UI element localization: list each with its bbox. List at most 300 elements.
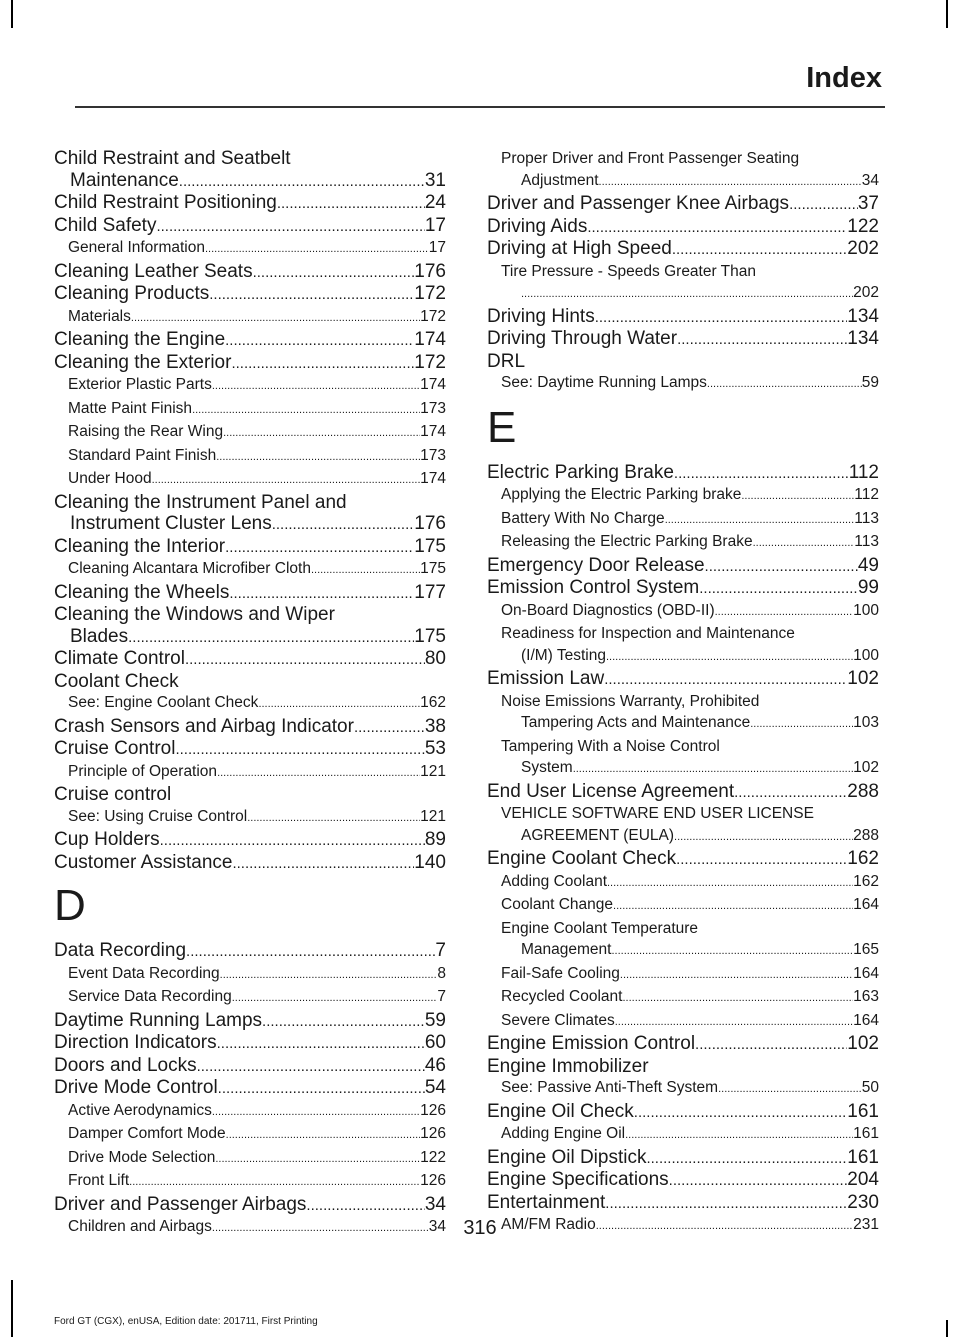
entry-label: Cleaning Leather Seats <box>54 260 253 282</box>
leader-dots <box>587 216 847 239</box>
entry-label: Damper Comfort Mode <box>68 1125 226 1142</box>
index-subentry-on-board-diagnostics-obd-ii[interactable] <box>487 600 879 624</box>
index-column-right <box>487 148 879 1238</box>
leader-dots <box>674 825 853 849</box>
index-subentry-raising-the-rear-wing[interactable] <box>54 421 446 445</box>
leader-dots <box>179 170 425 193</box>
index-subentry-active-aerodynamics[interactable] <box>54 1100 446 1124</box>
index-subentry-battery-with-no-charge[interactable] <box>487 508 879 532</box>
entry-label: See: Engine Coolant Check <box>68 694 259 711</box>
leader-dots <box>622 986 853 1010</box>
index-subentry-event-data-recording[interactable] <box>54 963 446 987</box>
leader-dots <box>665 508 855 532</box>
index-entry-engine-emission-control[interactable] <box>487 1033 879 1056</box>
index-entry-cleaning-products[interactable] <box>54 283 446 306</box>
page-reference[interactable]: 8 <box>437 964 446 982</box>
index-entry-customer-assistance[interactable] <box>54 852 446 875</box>
page-reference[interactable]: 89 <box>424 829 446 850</box>
index-entry-drive-mode-control[interactable] <box>54 1077 446 1100</box>
crop-mark-top-right <box>946 0 948 28</box>
leader-dots <box>223 421 420 445</box>
entry-label: Coolant Check <box>54 670 179 692</box>
section-letter-d: D <box>54 881 86 930</box>
entry-label: Readiness for Inspection and Maintenance <box>501 625 795 642</box>
index-entry-engine-specifications[interactable] <box>487 1169 879 1192</box>
leader-dots <box>215 1147 420 1171</box>
entry-label: Tampering Acts and Maintenance <box>521 714 751 731</box>
leader-dots <box>152 468 421 492</box>
index-entry-data-recording[interactable] <box>54 940 446 963</box>
leader-dots <box>715 600 854 624</box>
page-reference[interactable]: 173 <box>420 446 446 464</box>
entry-label: Cleaning the Windows and Wiper <box>54 604 335 625</box>
page-reference[interactable]: 164 <box>853 1011 879 1029</box>
leader-dots <box>225 329 414 352</box>
page-reference[interactable]: 46 <box>424 1054 446 1076</box>
index-entry-cruise-control[interactable] <box>54 784 446 806</box>
entry-label: Entertainment <box>487 1191 606 1213</box>
page-reference[interactable]: 99 <box>857 577 879 598</box>
entry-label: Emission Law <box>487 668 605 689</box>
crop-mark-bottom-left <box>11 1280 13 1337</box>
index-entry-driving-aids[interactable] <box>487 216 879 239</box>
page-reference[interactable]: 162 <box>847 848 879 869</box>
page-reference[interactable]: 175 <box>420 560 446 577</box>
index-entry-drl[interactable] <box>487 351 879 373</box>
index-entry-engine-oil-check[interactable] <box>487 1101 879 1124</box>
index-entry-cleaning-leather-seats[interactable] <box>54 261 446 284</box>
page-reference[interactable]: 174 <box>420 423 446 440</box>
entry-label: Cleaning the Exterior <box>54 351 232 373</box>
entry-label: Doors and Locks <box>54 1054 197 1076</box>
index-subentry-damper-comfort-mode[interactable] <box>54 1123 446 1147</box>
entry-label: Principle of Operation <box>68 762 218 780</box>
index-subentry-matte-paint-finish[interactable] <box>54 398 446 422</box>
entry-label: Customer Assistance <box>54 851 233 873</box>
leader-dots <box>185 648 425 671</box>
page-reference[interactable]: 7 <box>435 940 446 961</box>
entry-label: Event Data Recording <box>68 964 220 982</box>
index-entry-cleaning-the-instrument-panel-and[interactable] <box>54 492 446 536</box>
page-reference[interactable]: 126 <box>420 1125 446 1142</box>
leader-dots <box>216 445 420 469</box>
index-subentry-proper-driver-and-front-passenger-seatin[interactable] <box>487 148 879 193</box>
leader-dots <box>217 1032 425 1055</box>
page-reference[interactable]: 50 <box>861 1079 879 1096</box>
page-reference[interactable]: 49 <box>857 554 879 576</box>
entry-label: Data Recording <box>54 940 187 961</box>
page-reference[interactable]: 102 <box>847 668 879 689</box>
edition-footer: Ford GT (CGX), enUSA, Edition date: 201711, First Printing <box>54 1316 318 1327</box>
index-entry-engine-oil-dipstick[interactable] <box>487 1147 879 1170</box>
page-reference[interactable]: 59 <box>861 374 879 391</box>
entry-label: Front Lift <box>68 1172 130 1189</box>
leader-dots <box>620 963 853 987</box>
entry-label: General Information <box>68 239 205 256</box>
page-reference[interactable]: 121 <box>420 762 446 780</box>
page-reference[interactable]: 177 <box>414 581 446 603</box>
entry-label: Direction Indicators <box>54 1032 217 1053</box>
entry-label: Cleaning the Instrument Panel and <box>54 491 347 513</box>
leader-dots <box>707 372 862 396</box>
index-entry-cleaning-the-exterior[interactable] <box>54 352 446 375</box>
index-entry-climate-control[interactable] <box>54 648 446 671</box>
leader-dots <box>695 1033 847 1056</box>
page-reference[interactable]: 174 <box>420 376 446 393</box>
index-entry-electric-parking-brake[interactable] <box>487 462 879 485</box>
page-reference[interactable]: 173 <box>420 399 446 417</box>
leader-dots <box>209 283 414 306</box>
page-reference[interactable]: 164 <box>853 964 879 982</box>
entry-label: Cleaning Alcantara Microfiber Cloth <box>68 560 311 577</box>
leader-dots <box>669 1169 848 1192</box>
page-reference[interactable]: 126 <box>420 1101 446 1119</box>
leader-dots <box>226 1123 420 1147</box>
page-reference[interactable]: 176 <box>414 513 446 534</box>
entry-label: Severe Climates <box>501 1011 615 1029</box>
page-reference[interactable]: 103 <box>853 714 879 731</box>
index-entry-emission-control-system[interactable] <box>487 577 879 600</box>
entry-label: Emission Control System <box>487 577 700 598</box>
page-reference[interactable]: 100 <box>853 646 879 664</box>
leader-dots <box>217 761 420 785</box>
index-subentry-coolant-change[interactable] <box>487 894 879 918</box>
leader-dots <box>205 237 429 261</box>
index-subentry-front-lift[interactable] <box>54 1170 446 1194</box>
leader-dots <box>521 282 853 306</box>
page-reference[interactable]: 140 <box>414 851 446 873</box>
entry-label: Active Aerodynamics <box>68 1101 212 1119</box>
page-reference[interactable]: 161 <box>847 1100 879 1122</box>
leader-dots <box>605 1192 847 1215</box>
leader-dots <box>128 626 414 649</box>
page-reference[interactable]: 202 <box>847 238 879 259</box>
leader-dots <box>753 531 855 555</box>
page-reference[interactable]: 175 <box>414 625 446 647</box>
leader-dots <box>192 398 420 422</box>
entry-label: Driving at High Speed <box>487 238 672 259</box>
leader-dots <box>262 1010 425 1033</box>
entry-label: On-Board Diagnostics (OBD-II) <box>501 601 715 619</box>
page-reference[interactable]: 134 <box>847 305 879 327</box>
entry-label: Noise Emissions Warranty, Prohibited <box>501 692 760 710</box>
index-subentry-service-data-recording[interactable] <box>54 986 446 1010</box>
leader-dots <box>129 1170 420 1194</box>
leader-dots <box>750 712 853 736</box>
page-reference[interactable]: 100 <box>853 601 879 619</box>
index-subentry-vehicle-software-end-user-license[interactable] <box>487 803 879 848</box>
page-reference[interactable]: 54 <box>424 1077 446 1098</box>
leader-dots <box>718 1077 862 1101</box>
page-reference[interactable]: 172 <box>420 307 446 325</box>
index-subentry-standard-paint-finish[interactable] <box>54 445 446 469</box>
page-reference[interactable]: 174 <box>420 470 446 487</box>
index-subentry-see-daytime-running-lamps[interactable] <box>487 372 879 396</box>
entry-label: Engine Oil Check <box>487 1100 634 1122</box>
page-reference[interactable]: 31 <box>424 169 446 191</box>
page-reference[interactable]: 112 <box>854 486 879 503</box>
page-reference[interactable]: 230 <box>847 1191 879 1213</box>
page-reference[interactable]: 34 <box>428 1218 446 1235</box>
entry-label: Releasing the Electric Parking Brake <box>501 533 753 550</box>
entry-label: Drive Mode Selection <box>68 1148 216 1166</box>
page-reference[interactable]: 288 <box>847 780 879 802</box>
index-entry-driving-through-water[interactable] <box>487 328 879 351</box>
index-entry-cleaning-the-engine[interactable] <box>54 329 446 352</box>
leader-dots <box>272 513 415 536</box>
index-subentry-see-using-cruise-control[interactable] <box>54 806 446 830</box>
page-reference[interactable]: 60 <box>424 1032 446 1053</box>
entry-label: Engine Oil Dipstick <box>487 1146 647 1168</box>
page-reference[interactable]: 102 <box>853 759 879 776</box>
entry-label: Crash Sensors and Airbag Indicator <box>54 715 354 737</box>
index-subentry-recycled-coolant[interactable] <box>487 986 879 1010</box>
leader-dots <box>186 940 435 963</box>
page-number: 316 <box>463 1217 497 1239</box>
entry-label: See: Daytime Running Lamps <box>501 374 707 391</box>
entry-label: Materials <box>68 307 131 325</box>
page-reference[interactable]: 34 <box>424 1193 446 1215</box>
entry-label: Applying the Electric Parking brake <box>501 486 742 503</box>
page-reference[interactable]: 165 <box>853 941 879 958</box>
index-subentry-see-passive-anti-theft-system[interactable] <box>487 1077 879 1101</box>
index-entry-driver-and-passenger-knee-airbags[interactable] <box>487 193 879 216</box>
leader-dots <box>613 894 853 918</box>
index-entry-child-safety[interactable] <box>54 215 446 238</box>
leader-dots <box>672 238 847 261</box>
leader-dots <box>156 215 424 238</box>
index-entry-driver-and-passenger-airbags[interactable] <box>54 1194 446 1217</box>
index-entry-cleaning-the-wheels[interactable] <box>54 582 446 605</box>
leader-dots <box>676 848 847 871</box>
index-subentry-tampering-with-a-noise-control[interactable] <box>487 736 879 781</box>
index-entry-doors-and-locks[interactable] <box>54 1055 446 1078</box>
entry-label: Adding Coolant <box>501 872 607 890</box>
page-reference[interactable]: 231 <box>853 1216 879 1233</box>
index-subentry-fail-safe-cooling[interactable] <box>487 963 879 987</box>
page-reference[interactable]: 122 <box>420 1148 446 1166</box>
leader-dots <box>595 306 848 329</box>
entry-label: Child Restraint Positioning <box>54 192 277 213</box>
page-reference[interactable]: 59 <box>424 1009 446 1031</box>
entry-label: Drive Mode Control <box>54 1077 218 1098</box>
entry-label: System <box>521 759 573 776</box>
page-reference[interactable]: 17 <box>428 239 446 256</box>
index-entry-entertainment[interactable] <box>487 1192 879 1215</box>
leader-dots <box>741 484 854 508</box>
leader-dots <box>634 1101 848 1124</box>
index-entry-driving-hints[interactable] <box>487 306 879 329</box>
leader-dots <box>606 645 853 669</box>
entry-label: See: Using Cruise Control <box>68 807 248 825</box>
index-entry-engine-immobilizer[interactable] <box>487 1056 879 1078</box>
page-reference[interactable]: 163 <box>853 988 879 1005</box>
leader-dots <box>573 757 853 781</box>
entry-label: Blades <box>70 625 129 647</box>
leader-dots <box>789 193 858 216</box>
entry-label: Child Safety <box>54 214 157 236</box>
page-reference[interactable]: 162 <box>853 872 879 890</box>
entry-label: Engine Coolant Check <box>487 848 677 869</box>
page-reference[interactable]: 24 <box>424 192 446 213</box>
leader-dots <box>625 1123 853 1147</box>
index-subentry-see-engine-coolant-check[interactable] <box>54 692 446 716</box>
index-subentry-materials[interactable] <box>54 306 446 330</box>
index-entry-daytime-running-lamps[interactable] <box>54 1010 446 1033</box>
leader-dots <box>197 1055 425 1078</box>
page-reference[interactable]: 204 <box>847 1169 879 1190</box>
page-reference[interactable]: 162 <box>420 694 446 711</box>
leader-dots <box>131 306 420 330</box>
index-entry-child-restraint-and-seatbelt[interactable] <box>54 148 446 192</box>
index-subentry-releasing-the-electric-parking-brake[interactable] <box>487 531 879 555</box>
leader-dots <box>604 668 847 691</box>
entry-label: Daytime Running Lamps <box>54 1009 263 1031</box>
index-subentry-cleaning-alcantara-microfiber-cloth[interactable] <box>54 558 446 582</box>
leader-dots <box>231 352 414 375</box>
entry-label: Standard Paint Finish <box>68 446 217 464</box>
entry-label: Engine Emission Control <box>487 1033 696 1054</box>
index-subentry-noise-emissions-warranty-prohibited[interactable] <box>487 691 879 736</box>
page-reference[interactable]: 174 <box>414 329 446 350</box>
index-entry-cup-holders[interactable] <box>54 829 446 852</box>
index-entry-coolant-check[interactable] <box>54 671 446 693</box>
index-subentry-exterior-plastic-parts[interactable] <box>54 374 446 398</box>
entry-label: Cleaning the Wheels <box>54 581 230 603</box>
page-reference[interactable]: 102 <box>847 1033 879 1054</box>
entry-label: VEHICLE SOFTWARE END USER LICENSE <box>501 805 814 822</box>
index-entry-end-user-license-agreement[interactable] <box>487 781 879 804</box>
leader-dots <box>607 871 853 895</box>
entry-label: Engine Coolant Temperature <box>501 919 699 937</box>
entry-label: Electric Parking Brake <box>487 461 674 483</box>
index-entry-emergency-door-release[interactable] <box>487 555 879 578</box>
page-reference[interactable]: 126 <box>420 1172 446 1189</box>
page-reference[interactable]: 172 <box>414 351 446 373</box>
page-reference[interactable]: 34 <box>861 171 879 189</box>
title-divider <box>75 106 885 108</box>
page-reference[interactable]: 53 <box>424 738 446 759</box>
index-entry-crash-sensors-and-airbag-indicator[interactable] <box>54 716 446 739</box>
page-reference[interactable]: 7 <box>437 988 446 1005</box>
page-reference[interactable]: 38 <box>424 715 446 737</box>
index-entry-engine-coolant-check[interactable] <box>487 848 879 871</box>
entry-label: Child Restraint and Seatbelt <box>54 148 291 169</box>
page-reference[interactable]: 113 <box>854 509 879 527</box>
entry-label: Management <box>521 941 612 958</box>
entry-label: AM/FM Radio <box>501 1216 596 1233</box>
index-subentry-readiness-for-inspection-and-maintenance[interactable] <box>487 623 879 668</box>
index-subentry-adding-engine-oil[interactable] <box>487 1123 879 1147</box>
page-reference[interactable]: 113 <box>854 533 879 550</box>
index-subentry-under-hood[interactable] <box>54 468 446 492</box>
entry-label: Driving Through Water <box>487 328 678 349</box>
entry-label: Driver and Passenger Airbags <box>54 1193 307 1215</box>
page-reference[interactable]: 172 <box>414 283 446 304</box>
section-letter-e: E <box>487 402 517 452</box>
leader-dots <box>277 192 425 215</box>
page-reference[interactable]: 161 <box>847 1146 879 1168</box>
leader-dots <box>253 261 415 284</box>
entry-label: Cleaning the Engine <box>54 329 226 350</box>
index-entry-direction-indicators[interactable] <box>54 1032 446 1055</box>
entry-label: Driver and Passenger Knee Airbags <box>487 193 790 214</box>
page-reference[interactable]: 122 <box>847 215 879 237</box>
leader-dots <box>258 692 420 716</box>
entry-label: Exterior Plastic Parts <box>68 376 212 393</box>
leader-dots <box>611 939 853 963</box>
page-reference[interactable]: 112 <box>848 461 879 483</box>
entry-label: Cleaning Products <box>54 283 210 304</box>
page-reference[interactable]: 175 <box>414 535 446 557</box>
page-reference[interactable]: 288 <box>853 826 879 844</box>
page-reference[interactable]: 161 <box>853 1125 879 1142</box>
entry-label: AGREEMENT (EULA) <box>521 826 675 844</box>
entry-label: Cleaning the Interior <box>54 535 226 557</box>
index-subentry-applying-the-electric-parking-brake[interactable] <box>487 484 879 508</box>
entry-label: Maintenance <box>70 169 179 191</box>
index-subentry-general-information[interactable] <box>54 237 446 261</box>
leader-dots <box>232 986 438 1010</box>
index-subentry-engine-coolant-temperature[interactable] <box>487 918 879 963</box>
entry-label: Under Hood <box>68 470 152 487</box>
index-entry-cleaning-the-interior[interactable] <box>54 536 446 559</box>
page-reference[interactable]: 134 <box>847 328 879 349</box>
index-subentry-principle-of-operation[interactable] <box>54 761 446 785</box>
page-reference[interactable]: 121 <box>420 807 446 825</box>
page-reference[interactable]: 202 <box>853 284 879 301</box>
entry-label: Matte Paint Finish <box>68 399 193 417</box>
index-entry-cruise-control[interactable] <box>54 738 446 761</box>
index-entry-child-restraint-positioning[interactable] <box>54 192 446 215</box>
entry-label: Cup Holders <box>54 829 160 850</box>
index-subentry-adding-coolant[interactable] <box>487 871 879 895</box>
entry-label: Fail-Safe Cooling <box>501 964 620 982</box>
index-entry-cleaning-the-windows-and-wiper[interactable] <box>54 604 446 648</box>
leader-dots <box>225 536 414 559</box>
entry-label: Cruise Control <box>54 738 176 759</box>
entry-label: Coolant Change <box>501 896 614 913</box>
page-reference[interactable]: 17 <box>424 214 446 236</box>
index-subentry-severe-climates[interactable] <box>487 1010 879 1034</box>
index-entry-driving-at-high-speed[interactable] <box>487 238 879 261</box>
page-title: Index <box>806 62 882 94</box>
index-entry-emission-law[interactable] <box>487 668 879 691</box>
crop-mark-top-left <box>11 0 13 28</box>
leader-dots <box>232 852 414 875</box>
entry-label: Adjustment <box>521 171 599 189</box>
entry-label: Tire Pressure - Speeds Greater Than <box>501 262 757 280</box>
leader-dots <box>229 582 414 605</box>
entry-label: Tampering With a Noise Control <box>501 737 720 755</box>
page-reference[interactable]: 80 <box>424 648 446 669</box>
entry-label: Emergency Door Release <box>487 554 705 576</box>
index-subentry-tire-pressure-speeds-greater-than[interactable] <box>487 261 879 306</box>
leader-dots <box>699 577 858 600</box>
page-reference[interactable]: 164 <box>853 896 879 913</box>
entry-label: Driving Aids <box>487 215 588 237</box>
leader-dots <box>306 1194 424 1217</box>
leader-dots <box>220 963 438 987</box>
entry-label: Driving Hints <box>487 305 595 327</box>
entry-label: Engine Immobilizer <box>487 1055 649 1077</box>
page-reference[interactable]: 176 <box>414 260 446 282</box>
entry-label: DRL <box>487 350 526 372</box>
index-subentry-drive-mode-selection[interactable] <box>54 1147 446 1171</box>
crop-mark-bottom-right <box>946 1320 948 1337</box>
entry-label: Climate Control <box>54 648 185 669</box>
page-reference[interactable]: 37 <box>857 193 879 214</box>
